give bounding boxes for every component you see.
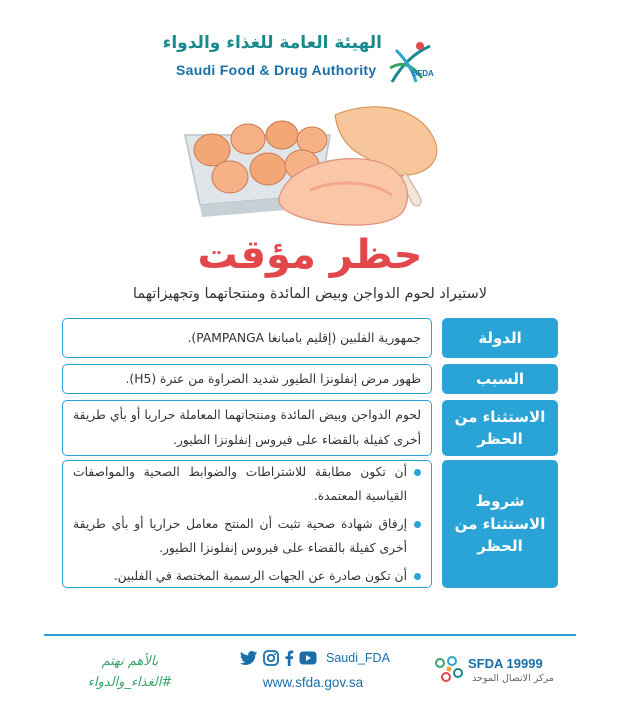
bullet-icon xyxy=(414,469,421,476)
call-center-label: مركز الاتصال الموحد xyxy=(472,673,554,684)
twitter-icon[interactable] xyxy=(240,650,258,666)
condition-item: أن تكون صادرة عن الجهات الرسمية المختصة في الفلبين. xyxy=(73,564,421,589)
facebook-icon[interactable] xyxy=(284,650,294,666)
footer-divider xyxy=(44,634,576,636)
row-value-exception xyxy=(62,400,432,456)
page-subtitle: لاستيراد لحوم الدواجن وبيض المائدة ومنتجاتهما وتجهيزاتهما xyxy=(132,286,488,302)
call-center-number[interactable]: SFDA 19999 xyxy=(468,656,543,671)
hashtag-text[interactable]: #الغذاء_والدواء xyxy=(87,675,173,690)
youtube-icon[interactable] xyxy=(299,651,317,665)
row-label-reason: السبب xyxy=(442,364,558,394)
org-name-english: Saudi Food & Drug Authority xyxy=(176,62,377,78)
slogan-text: بالأهم نهتم xyxy=(101,654,159,669)
exception-text: لحوم الدواجن وبيض المائدة ومنتجاتهما المعاملة حراريا أو بأي طريقة أخرى كفيلة بالقضاء على فيروس إنفلونزا الطيور. xyxy=(73,408,421,447)
website-link[interactable]: www.sfda.gov.sa xyxy=(262,675,364,690)
bullet-icon xyxy=(414,521,421,528)
instagram-icon[interactable] xyxy=(263,650,279,666)
condition-item: إرفاق شهادة صحية تثبت أن المنتج معامل حراريا أو بأي طريقة أخرى كفيلة بالقضاء على فيروس إنفلونزا الطيور. xyxy=(73,512,421,561)
call-center-logo-icon xyxy=(432,653,466,687)
row-value-reason xyxy=(62,364,432,394)
row-label-country: الدولة xyxy=(442,318,558,358)
row-value-country xyxy=(62,318,432,358)
row-value-conditions xyxy=(62,460,432,588)
page-title: حظر مؤقت xyxy=(197,232,423,278)
bullet-icon xyxy=(414,573,421,580)
condition-item: أن تكون مطابقة للاشتراطات والضوابط الصحية والمواصفات القياسية المعتمدة. xyxy=(73,460,421,509)
sfda-logo-icon xyxy=(386,38,438,86)
org-name-arabic: الهيئة العامة للغذاء والدواء xyxy=(162,33,382,53)
conditions-list xyxy=(73,457,421,592)
country-text: جمهورية الفلبين (إقليم بامبانغا PAMPANGA). xyxy=(187,330,421,345)
row-label-conditions: شروط الاستثناء من الحظر xyxy=(442,460,558,588)
social-links xyxy=(240,648,390,668)
header xyxy=(0,0,620,90)
row-label-exception: الاستثناء من الحظر xyxy=(442,400,558,456)
reason-text: ظهور مرض إنفلونزا الطيور شديد الضراوة من عترة (H5). xyxy=(125,371,421,386)
poultry-eggs-illustration xyxy=(170,95,450,230)
logo-badge-text: SFDA xyxy=(412,69,434,78)
social-handle[interactable]: Saudi_FDA xyxy=(326,651,390,665)
